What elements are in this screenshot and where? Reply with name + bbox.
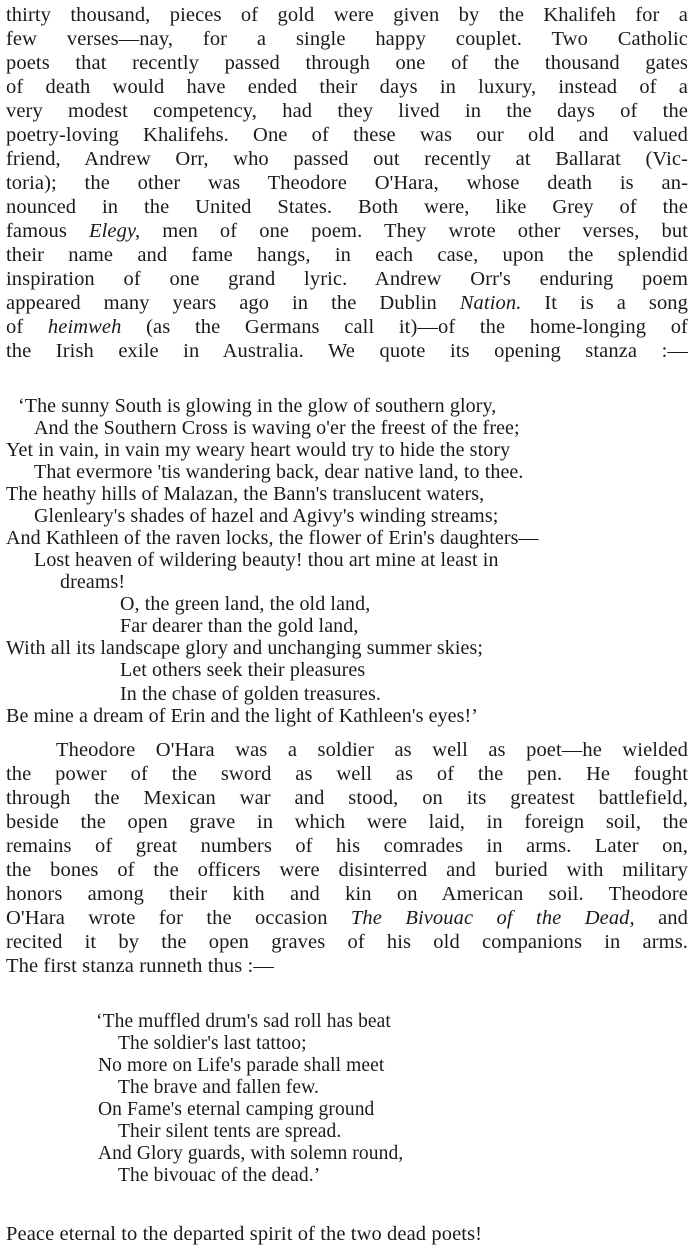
- text-line: famous Elegy, men of one poem. They wrote other verses, but: [6, 220, 688, 242]
- text-line: nounced in the United States. Both were, like Grey of the: [6, 196, 688, 218]
- verse-line: On Fame's eternal camping ground: [98, 1099, 375, 1120]
- verse-line: ‘The sunny South is glowing in the glow of southern glory,: [18, 395, 497, 417]
- verse-line: And the Southern Cross is waving o'er the freest of the free;: [34, 417, 520, 439]
- text-line: inspiration of one grand lyric. Andrew Orr's enduring poem: [6, 268, 688, 290]
- verse-line: ‘The muffled drum's sad roll has beat: [96, 1011, 391, 1032]
- text-line: toria); the other was Theodore O'Hara, whose death is an-: [6, 172, 688, 194]
- closing-line: Peace eternal to the departed spirit of the two dead poets!: [6, 1223, 483, 1245]
- verse-line: With all its landscape glory and unchanging summer skies;: [6, 637, 484, 659]
- verse-line: The heathy hills of Malazan, the Bann's translucent waters,: [6, 483, 485, 505]
- verse-line: Let others seek their pleasures: [120, 659, 366, 681]
- text-line: The first stanza runneth thus :—: [6, 955, 274, 977]
- text-line: few verses—nay, for a single happy couplet. Two Catholic: [6, 28, 688, 50]
- verse-line: Their silent tents are spread.: [118, 1121, 342, 1142]
- text-line: poets that recently passed through one of the thousand gates: [6, 52, 688, 74]
- text-line: the bones of the officers were disinterred and buried with military: [6, 859, 688, 881]
- text-line: Theodore O'Hara was a soldier as well as poet—he wielded: [56, 739, 688, 761]
- text-line: honors among their kith and kin on American soil. Theodore: [6, 883, 688, 905]
- text-line: of heimweh (as the Germans call it)—of the home-longing of: [6, 316, 688, 338]
- text-line: thirty thousand, pieces of gold were given by the Khalifeh for a: [6, 4, 688, 26]
- verse-line: And Glory guards, with solemn round,: [98, 1143, 404, 1164]
- text-line: poetry-loving Khalifehs. One of these was our old and valued: [6, 124, 688, 146]
- verse-line: The bivouac of the dead.’: [118, 1165, 321, 1186]
- verse-line: Lost heaven of wildering beauty! thou art mine at least in: [34, 549, 499, 571]
- text-line: of death would have ended their days in luxury, instead of a: [6, 76, 688, 98]
- text-line: friend, Andrew Orr, who passed out recently at Ballarat (Vic-: [6, 148, 688, 170]
- verse-line: dreams!: [60, 571, 126, 593]
- text-line: very modest competency, had they lived in the days of the: [6, 100, 688, 122]
- verse-line: Glenleary's shades of hazel and Agivy's winding streams;: [34, 505, 499, 527]
- text-line: remains of great numbers of his comrades in arms. Later on,: [6, 835, 688, 857]
- text-line: beside the open grave in which were laid, in foreign soil, the: [6, 811, 688, 833]
- text-line: the Irish exile in Australia. We quote its opening stanza :—: [6, 340, 688, 362]
- verse-line: Be mine a dream of Erin and the light of Kathleen's eyes!’: [6, 705, 479, 727]
- text-line: their name and fame hangs, in each case, upon the splendid: [6, 244, 688, 266]
- verse-line: Far dearer than the gold land,: [120, 615, 359, 637]
- verse-line: The soldier's last tattoo;: [118, 1033, 307, 1054]
- verse-line: Yet in vain, in vain my weary heart would try to hide the story: [6, 439, 511, 461]
- text-line: through the Mexican war and stood, on its greatest battlefield,: [6, 787, 688, 809]
- verse-line: No more on Life's parade shall meet: [98, 1055, 385, 1076]
- text-line: O'Hara wrote for the occasion The Bivouac of the Dead, and: [6, 907, 688, 929]
- text-line: recited it by the open graves of his old companions in arms.: [6, 931, 688, 953]
- verse-line: O, the green land, the old land,: [120, 593, 371, 615]
- verse-line: In the chase of golden treasures.: [120, 683, 381, 705]
- text-line: the power of the sword as well as of the pen. He fought: [6, 763, 688, 785]
- verse-line: The brave and fallen few.: [118, 1077, 320, 1098]
- verse-line: That evermore 'tis wandering back, dear native land, to thee.: [34, 461, 524, 483]
- text-line: appeared many years ago in the Dublin Nation. It is a song: [6, 292, 688, 314]
- verse-line: And Kathleen of the raven locks, the flower of Erin's daughters—: [6, 527, 539, 549]
